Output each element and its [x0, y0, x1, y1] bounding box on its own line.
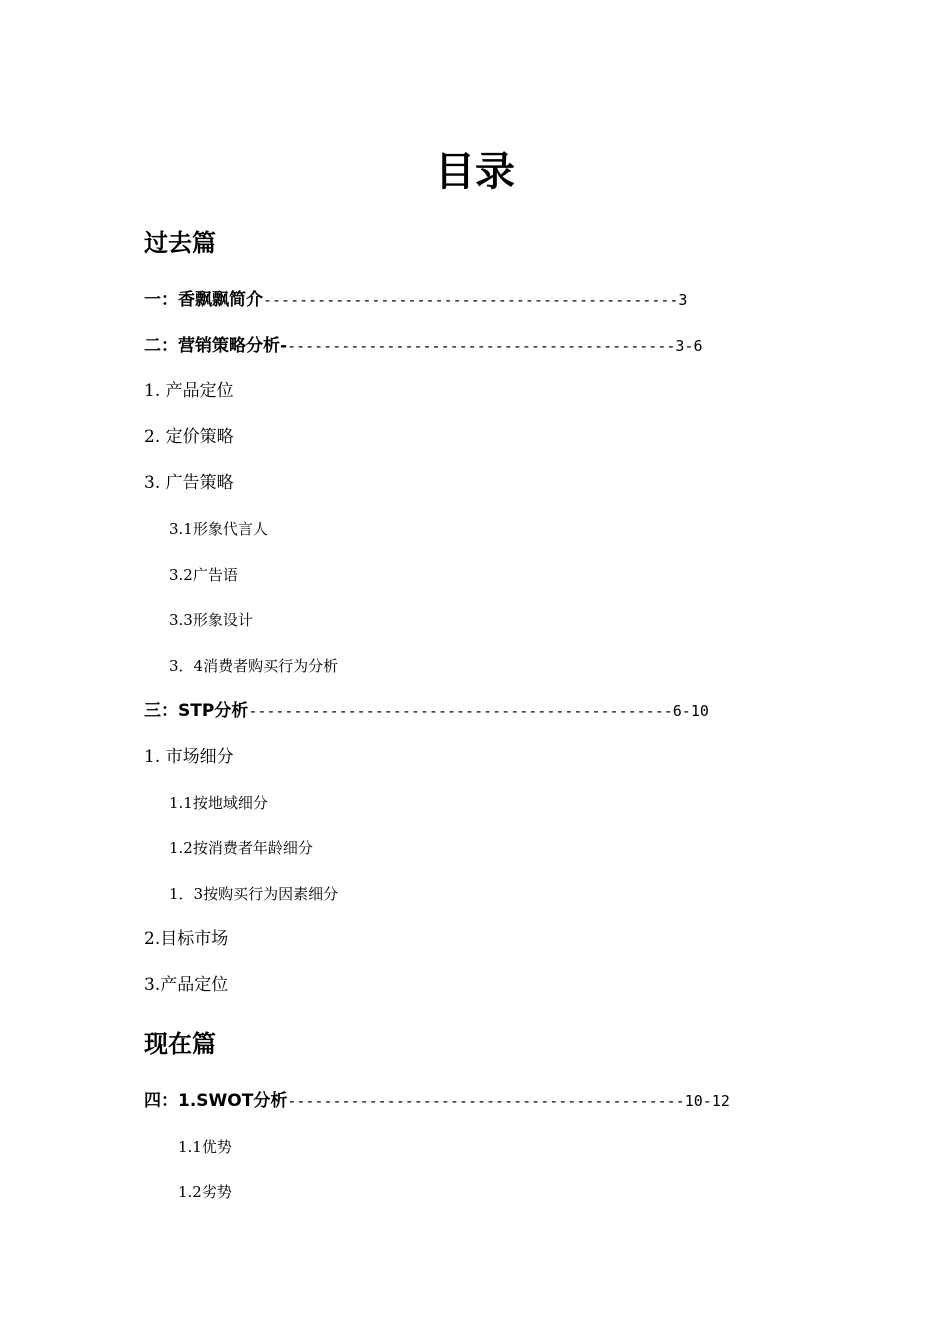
section-heading-present: 现在篇: [144, 1030, 216, 1058]
toc-subsubentry[interactable]: 1.1优势: [178, 1138, 232, 1156]
toc-subsubentry[interactable]: 3.3形象设计: [169, 611, 253, 629]
toc-subentry[interactable]: 2.目标市场: [144, 929, 229, 949]
toc-entry-label: 二：营销策略分析-: [144, 336, 288, 356]
toc-leader: -------------------------------------------: [287, 337, 676, 355]
toc-page-number: 3: [678, 291, 688, 309]
toc-entry-label: 一：香飘飘简介: [144, 290, 263, 310]
toc-page-number: 10-12: [684, 1092, 730, 1110]
toc-entry-label: 三：STP分析: [144, 701, 249, 721]
toc-subentry[interactable]: 2. 定价策略: [144, 427, 234, 447]
toc-subsubentry[interactable]: 1．3按购买行为因素细分: [169, 885, 339, 903]
toc-subentry[interactable]: 3. 广告策略: [144, 473, 234, 493]
toc-entry-4[interactable]: [144, 1090, 730, 1112]
toc-entry-3[interactable]: [144, 700, 709, 722]
section-heading-past: 过去篇: [144, 229, 216, 257]
toc-subsubentry[interactable]: 1.2按消费者年龄细分: [169, 839, 313, 857]
toc-leader: --------------------------------------------: [287, 1092, 685, 1110]
toc-entry-1[interactable]: [144, 289, 687, 311]
toc-subentry[interactable]: 3.产品定位: [144, 975, 229, 995]
toc-page-number: 3-6: [675, 337, 703, 355]
toc-leader: ----------------------------------------------: [263, 291, 679, 309]
toc-subentry[interactable]: 1. 产品定位: [144, 381, 234, 401]
page-title: 目录: [435, 149, 515, 195]
toc-subsubentry[interactable]: 3.2广告语: [169, 566, 238, 584]
toc-page-number: 6-10: [672, 702, 709, 720]
toc-entry-label: 四：1.SWOT分析: [144, 1091, 288, 1111]
toc-subsubentry[interactable]: 1.1按地域细分: [169, 794, 268, 812]
toc-entry-2[interactable]: [144, 335, 702, 357]
toc-subsubentry[interactable]: 1.2劣势: [178, 1183, 232, 1201]
toc-subsubentry[interactable]: 3．4消费者购买行为分析: [169, 657, 339, 675]
toc-subentry[interactable]: 1. 市场细分: [144, 747, 234, 767]
toc-leader: -----------------------------------------------: [248, 702, 673, 720]
toc-subsubentry[interactable]: 3.1形象代言人: [169, 520, 268, 538]
